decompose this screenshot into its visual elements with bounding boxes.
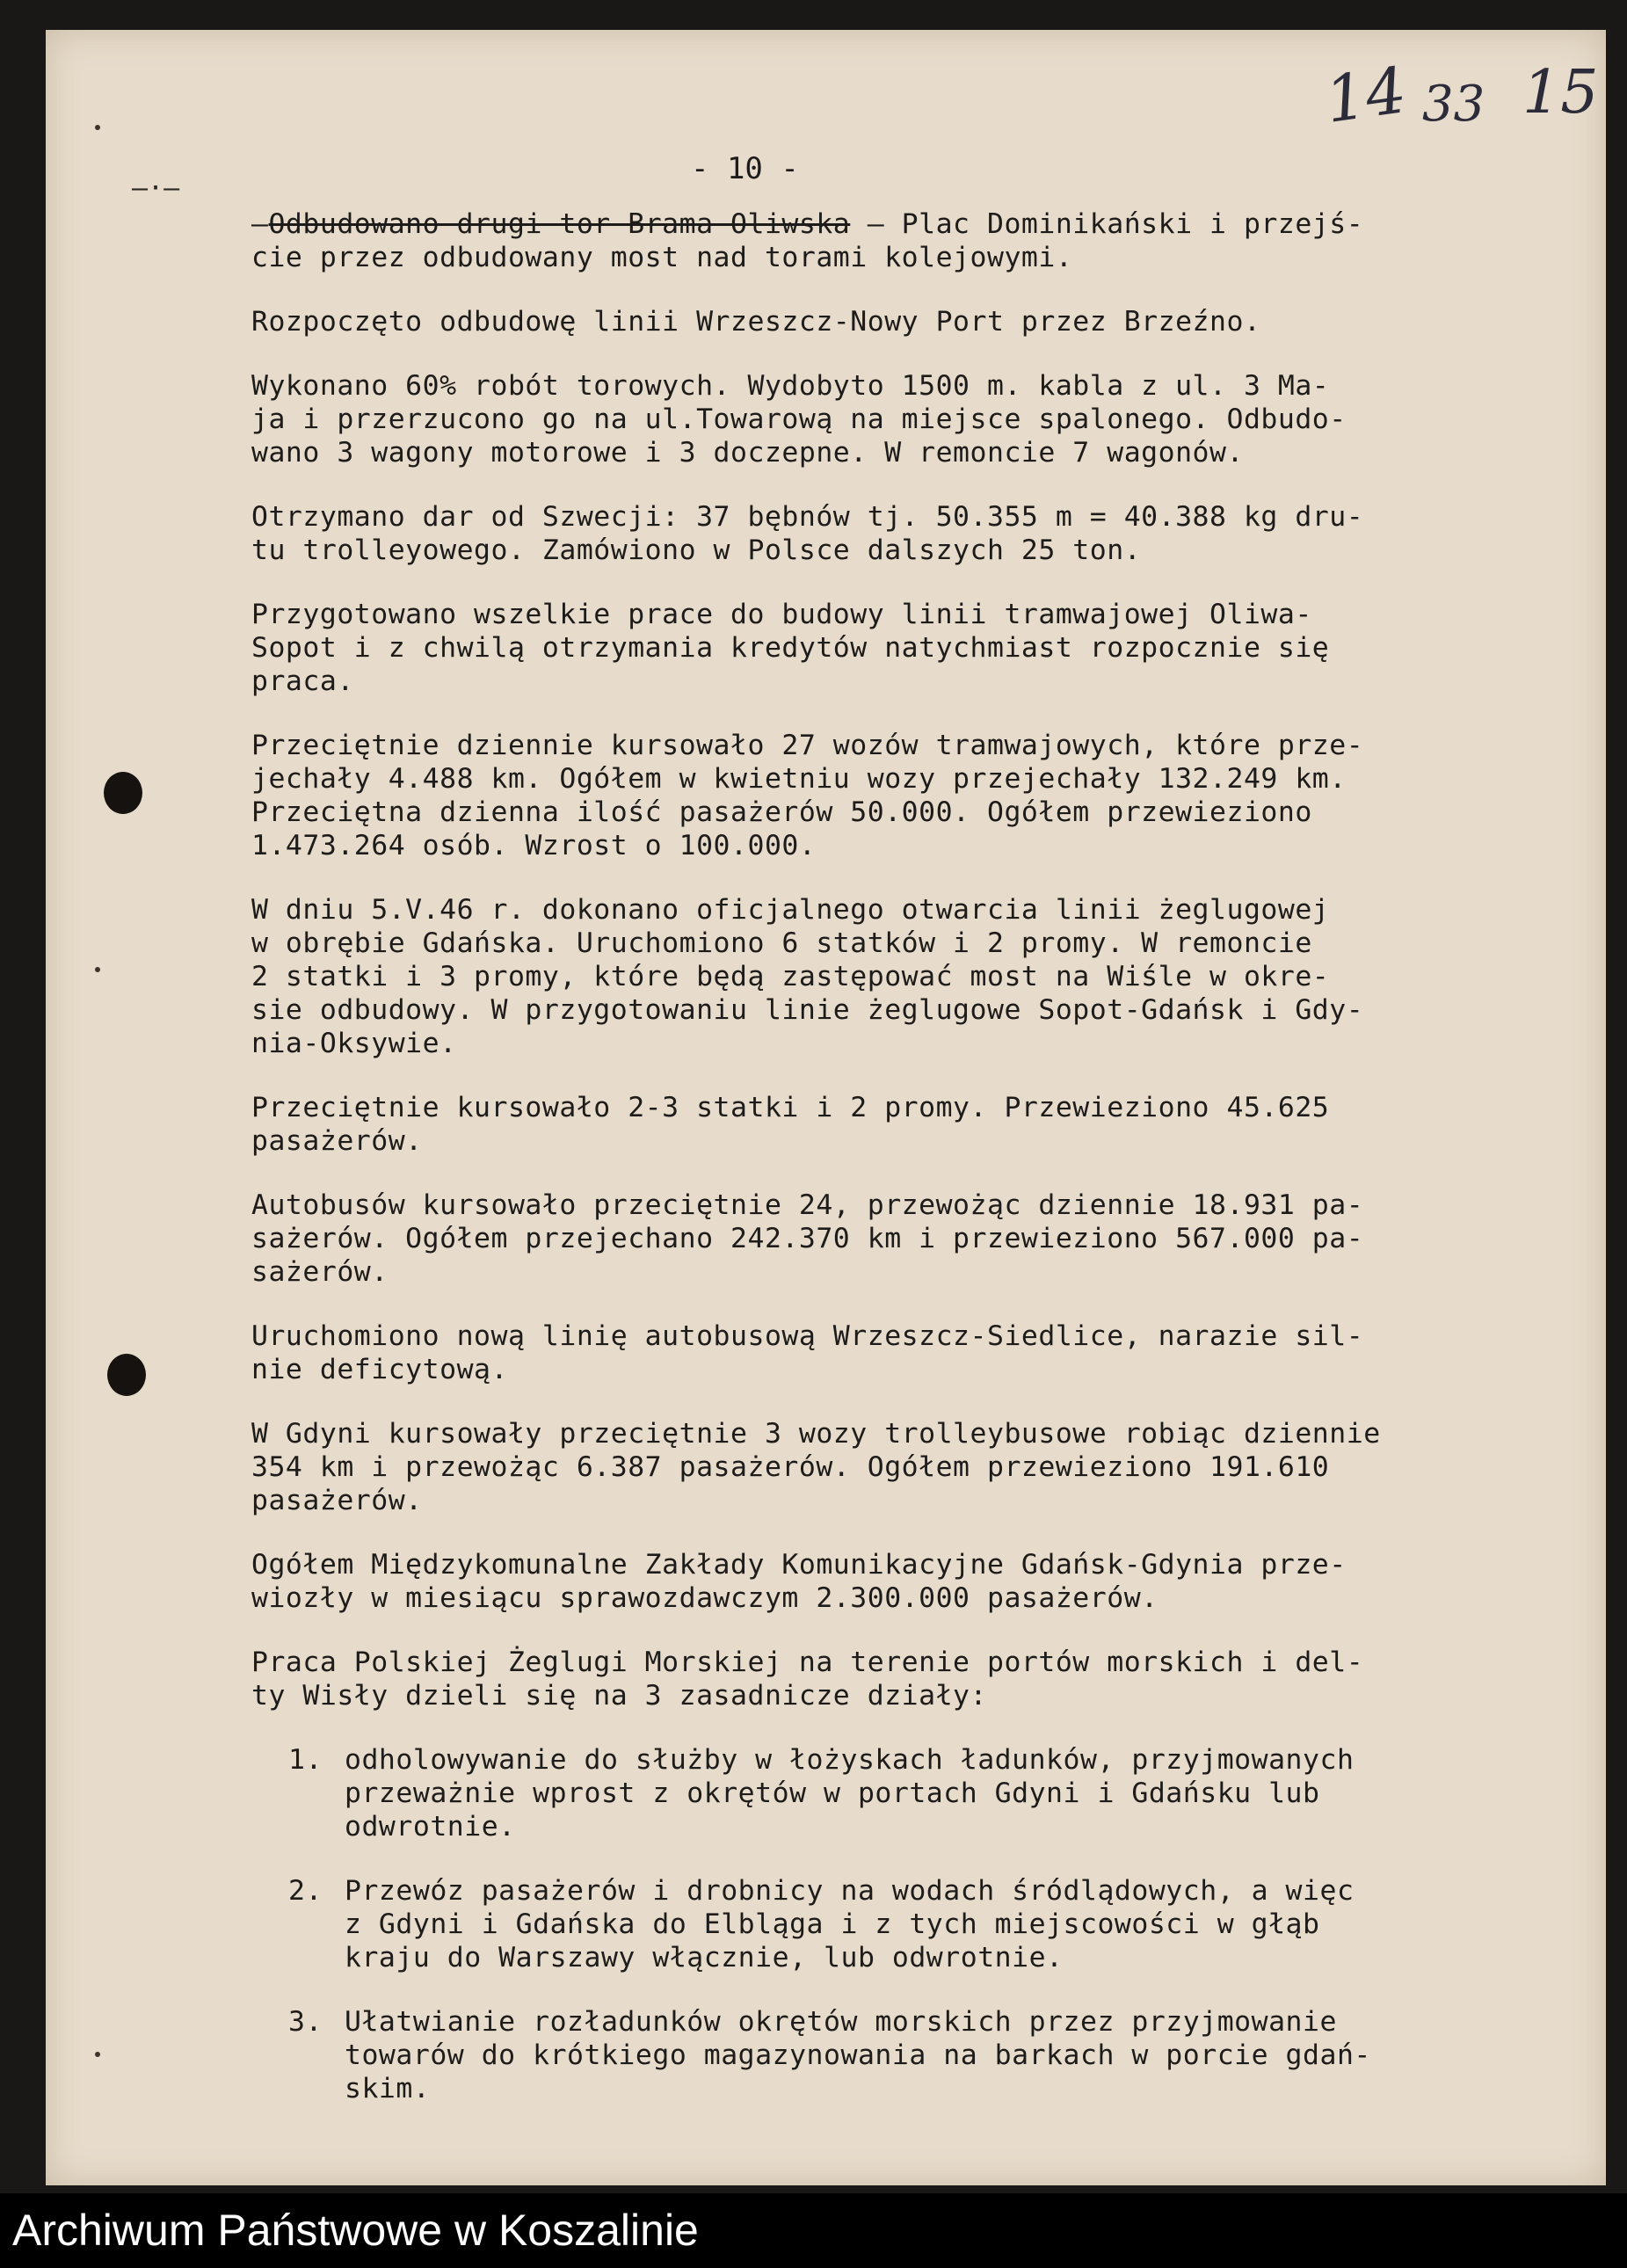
folio-number: 33 <box>1422 76 1485 133</box>
paragraph <box>251 1646 1535 1712</box>
text-line: odwrotnie. <box>345 1811 516 1843</box>
margin-dot <box>95 967 100 972</box>
text-line: Przeciętnie kursowało 2-3 statki i 2 promy. Przewieziono 45.625 <box>251 1092 1330 1123</box>
list-item-number: 3. <box>288 2006 323 2038</box>
margin-mark: —·— <box>132 173 180 204</box>
paragraph <box>251 1548 1535 1615</box>
text-line: W Gdyni kursowały przeciętnie 3 wozy trolleybusowe robiąc dziennie <box>251 1418 1381 1450</box>
text-line: Otrzymano dar od Szwecji: 37 bębnów tj. 50.355 m = 40.388 kg dru- <box>251 501 1364 533</box>
text-line: pasażerów. <box>251 1125 423 1157</box>
punch-hole-top <box>104 772 142 814</box>
paragraph <box>251 207 1535 274</box>
text-line: Przygotowano wszelkie prace do budowy linii tramwajowej Oliwa- <box>251 599 1312 630</box>
text-line: wiozły w miesiącu sprawozdawczym 2.300.000 pasażerów. <box>251 1582 1159 1614</box>
paragraph <box>251 1091 1535 1158</box>
text-line: Przeciętnie dziennie kursowało 27 wozów tramwajowych, które prze- <box>251 730 1364 761</box>
text-line: sie odbudowy. W przygotowaniu linie żeglugowe Sopot-Gdańsk i Gdy- <box>251 994 1364 1026</box>
text-line: pasażerów. <box>251 1485 423 1516</box>
text-line: przeważnie wprost z okrętów w portach Gdyni i Gdańsku lub <box>345 1777 1320 1809</box>
text-line: Rozpoczęto odbudowę linii Wrzeszcz-Nowy Port przez Brzeźno. <box>251 306 1261 338</box>
text-line: Ułatwianie rozładunków okrętów morskich przez przyjmowanie <box>345 2006 1337 2038</box>
text-line: jechały 4.488 km. Ogółem w kwietniu wozy przejechały 132.249 km. <box>251 763 1347 795</box>
text-line: Przewóz pasażerów i drobnicy na wodach śródlądowych, a więc <box>345 1875 1355 1907</box>
list-item-number: 1. <box>288 1744 323 1776</box>
list-item <box>288 1743 1535 1843</box>
list-item <box>288 1874 1535 1974</box>
text-line: Autobusów kursowało przeciętnie 24, przewożąc dziennie 18.931 pa- <box>251 1189 1364 1221</box>
paragraph <box>251 369 1535 469</box>
archive-footer-label: Archiwum Państwowe w Koszalinie <box>12 2206 699 2255</box>
text-line: towarów do krótkiego magazynowania na barkach w porcie gdań- <box>345 2039 1371 2071</box>
paragraph <box>251 1417 1535 1517</box>
text-line: nia-Oksywie. <box>251 1028 457 1059</box>
text-line: Ogółem Międzykomunalne Zakłady Komunikacyjne Gdańsk-Gdynia prze- <box>251 1549 1347 1581</box>
paragraph <box>251 893 1535 1060</box>
struck-text: Odbudowano drugi tor Brama Oliwska <box>268 208 851 240</box>
text-line: w obrębie Gdańska. Uruchomiono 6 statków i 2 promy. W remoncie <box>251 927 1312 959</box>
margin-dot <box>95 2052 100 2057</box>
text-line: Przeciętna dzienna ilość pasażerów 50.000. Ogółem przewieziono <box>251 796 1312 828</box>
paragraph <box>251 1189 1535 1289</box>
text-line: ty Wisły dzieli się na 3 zasadnicze działy: <box>251 1680 987 1712</box>
page-number: - 10 - <box>691 151 799 186</box>
text-line: 2 statki i 3 promy, które będą zastępować most na Wiśle w okre- <box>251 961 1330 992</box>
text-line: wano 3 wagony motorowe i 3 doczepne. W remoncie 7 wagonów. <box>251 437 1244 469</box>
text-line: tu trolleyowego. Zamówiono w Polsce dalszych 25 ton. <box>251 534 1142 566</box>
text-line: Praca Polskiej Żeglugi Morskiej na terenie portów morskich i del- <box>251 1646 1364 1678</box>
text-line: Sopot i z chwilą otrzymania kredytów natychmiast rozpocznie się <box>251 632 1330 664</box>
paragraph <box>251 729 1535 862</box>
text-line: Uruchomiono nową linię autobusową Wrzeszcz-Siedlice, narazie sil- <box>251 1320 1364 1352</box>
text-line: z Gdyni i Gdańska do Elbląga i z tych miejscowości w głąb <box>345 1908 1320 1940</box>
punch-hole-bottom <box>107 1354 146 1396</box>
folio-signature: 14 <box>1320 53 1412 137</box>
text-line: 1.473.264 osób. Wzrost o 100.000. <box>251 830 817 861</box>
text-line: cie przez odbudowany most nad torami kolejowymi. <box>251 242 1073 273</box>
text-line: Wykonano 60% robót torowych. Wydobyto 1500 m. kabla z ul. 3 Ma- <box>251 370 1330 402</box>
numbered-list <box>288 1743 1535 2105</box>
text-line: odholowywanie do służby w łożyskach ładunków, przyjmowanych <box>345 1744 1355 1776</box>
text-line: W dniu 5.V.46 r. dokonano oficjalnego otwarcia linii żeglugowej <box>251 894 1330 926</box>
list-item-number: 2. <box>288 1875 323 1907</box>
text-line: sażerów. Ogółem przejechano 242.370 km i przewieziono 567.000 pa- <box>251 1223 1364 1254</box>
document-body <box>251 207 1535 2136</box>
text-line: sażerów. <box>251 1256 389 1288</box>
paragraph <box>251 1319 1535 1386</box>
text-line: 354 km i przewożąc 6.387 pasażerów. Ogółem przewieziono 191.610 <box>251 1451 1330 1483</box>
paragraph <box>251 598 1535 698</box>
text-line: ja i przerzucono go na ul.Towarową na miejsce spalonego. Odbudo- <box>251 403 1347 435</box>
margin-dot <box>95 125 100 130</box>
paragraph <box>251 500 1535 567</box>
text-line: skim. <box>345 2073 431 2104</box>
text-line: nie deficytową. <box>251 1354 508 1385</box>
paragraph <box>251 305 1535 338</box>
text-line: kraju do Warszawy włącznie, lub odwrotnie. <box>345 1942 1064 1974</box>
list-item <box>288 2005 1535 2105</box>
text-line: praca. <box>251 665 354 697</box>
text-line: –Odbudowano drugi tor Brama Oliwska – Plac Dominikański i przejś- <box>251 208 1364 240</box>
folio-number-right: 15 <box>1522 58 1599 127</box>
